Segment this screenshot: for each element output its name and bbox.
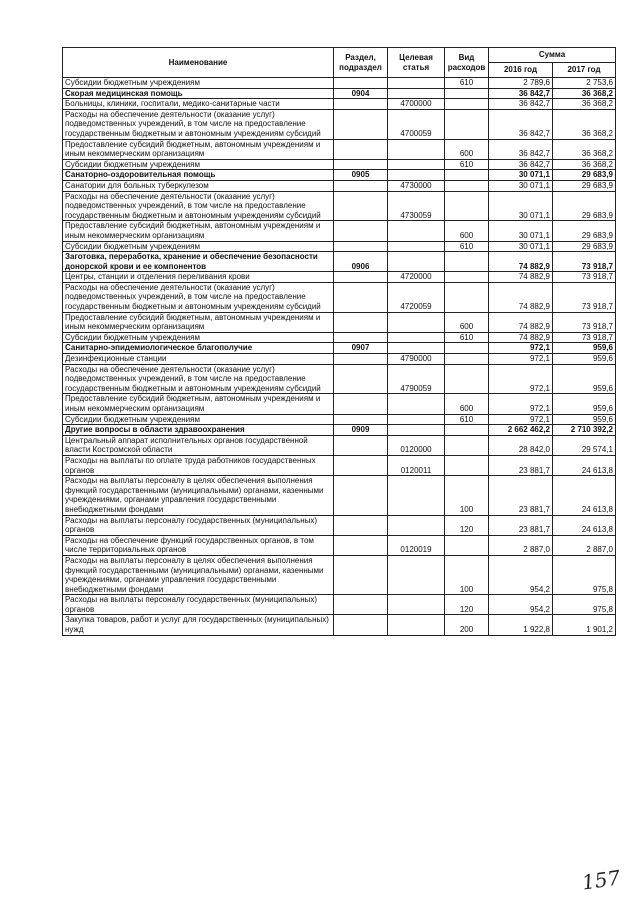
table-row [63, 99, 616, 110]
row-sum-2016: 28 842,0 [489, 435, 553, 455]
row-name: Санитарно-эпидемиологическое благополучие [63, 343, 334, 354]
table-row [63, 180, 616, 191]
row-article [388, 159, 445, 170]
row-section [334, 435, 388, 455]
row-type [445, 535, 489, 555]
row-type [445, 364, 489, 394]
table-row [63, 332, 616, 343]
row-section [334, 272, 388, 283]
row-article [388, 476, 445, 515]
row-sum-2017: 24 613,8 [553, 515, 616, 535]
row-section [334, 99, 388, 110]
row-section [334, 159, 388, 170]
row-article [388, 312, 445, 332]
row-name: Дезинфекционные станции [63, 354, 334, 365]
row-type: 600 [445, 312, 489, 332]
row-name: Другие вопросы в области здравоохранения [63, 425, 334, 436]
row-name: Центры, станции и отделения переливания крови [63, 272, 334, 283]
page-number: 157 [580, 865, 622, 895]
row-type: 610 [445, 241, 489, 252]
row-section [334, 78, 388, 89]
row-section: 0907 [334, 343, 388, 354]
row-sum-2017: 36 368,2 [553, 88, 616, 99]
row-type [445, 99, 489, 110]
row-section: 0909 [334, 425, 388, 436]
row-sum-2016: 30 071,1 [489, 241, 553, 252]
row-type [445, 180, 489, 191]
row-article: 4730059 [388, 191, 445, 221]
row-sum-2017: 959,6 [553, 394, 616, 414]
row-sum-2016: 2 887,0 [489, 535, 553, 555]
table-row [63, 221, 616, 241]
header-section: Раздел, подраздел [334, 48, 388, 78]
row-type: 600 [445, 394, 489, 414]
row-sum-2016: 23 881,7 [489, 476, 553, 515]
row-type: 100 [445, 555, 489, 594]
row-name: Предоставление субсидий бюджетным, автономным учреждениям и иным некоммерческим организациям [63, 139, 334, 159]
row-sum-2016: 36 842,7 [489, 88, 553, 99]
row-sum-2017: 29 683,9 [553, 241, 616, 252]
budget-table [62, 47, 616, 636]
row-name: Субсидии бюджетным учреждениям [63, 241, 334, 252]
row-section [334, 221, 388, 241]
row-article: 4700000 [388, 99, 445, 110]
row-section [334, 191, 388, 221]
row-section [334, 109, 388, 139]
table-row [63, 78, 616, 89]
row-type: 120 [445, 515, 489, 535]
row-sum-2017: 73 918,7 [553, 282, 616, 312]
row-sum-2016: 972,1 [489, 354, 553, 365]
row-article: 4790059 [388, 364, 445, 394]
row-article: 4700059 [388, 109, 445, 139]
row-article [388, 170, 445, 181]
row-article [388, 425, 445, 436]
row-article [388, 555, 445, 594]
row-sum-2017: 29 683,9 [553, 180, 616, 191]
row-sum-2016: 36 842,7 [489, 99, 553, 110]
row-section: 0906 [334, 252, 388, 272]
table-row [63, 282, 616, 312]
row-article: 4720000 [388, 272, 445, 283]
row-section [334, 515, 388, 535]
row-sum-2017: 36 368,2 [553, 139, 616, 159]
row-section [334, 394, 388, 414]
row-name: Субсидии бюджетным учреждениям [63, 414, 334, 425]
row-name: Расходы на обеспечение деятельности (оказание услуг) подведомственных учреждений, в том числе на предоставление государственным бюджетным и автономным учреждениям субсидий [63, 282, 334, 312]
row-article [388, 221, 445, 241]
row-name: Предоставление субсидий бюджетным, автономным учреждениям и иным некоммерческим организациям [63, 221, 334, 241]
row-section [334, 180, 388, 191]
row-type: 200 [445, 615, 489, 635]
row-sum-2016: 74 882,9 [489, 252, 553, 272]
row-sum-2017: 959,6 [553, 354, 616, 365]
row-type: 600 [445, 139, 489, 159]
table-row [63, 515, 616, 535]
row-sum-2017: 959,6 [553, 364, 616, 394]
table-row [63, 241, 616, 252]
row-sum-2017: 29 683,9 [553, 191, 616, 221]
row-sum-2016: 36 842,7 [489, 139, 553, 159]
table-row [63, 109, 616, 139]
row-article [388, 394, 445, 414]
row-name: Расходы на обеспечение деятельности (оказание услуг) подведомственных учреждений, в том числе на предоставление государственным бюджетным и автономным учреждениям субсидий [63, 364, 334, 394]
row-type [445, 343, 489, 354]
table-row [63, 170, 616, 181]
table-row [63, 394, 616, 414]
row-type: 610 [445, 78, 489, 89]
row-article: 4790000 [388, 354, 445, 365]
row-name: Предоставление субсидий бюджетным, автономным учреждениям и иным некоммерческим организациям [63, 312, 334, 332]
row-sum-2016: 36 842,7 [489, 159, 553, 170]
row-sum-2016: 954,2 [489, 595, 553, 615]
row-section [334, 312, 388, 332]
row-name: Субсидии бюджетным учреждениям [63, 78, 334, 89]
table-row [63, 343, 616, 354]
row-article [388, 515, 445, 535]
row-article [388, 88, 445, 99]
row-sum-2017: 73 918,7 [553, 332, 616, 343]
row-section [334, 615, 388, 635]
row-section [334, 455, 388, 475]
row-sum-2016: 1 922,8 [489, 615, 553, 635]
table-row [63, 555, 616, 594]
row-sum-2017: 2 887,0 [553, 535, 616, 555]
row-type [445, 455, 489, 475]
row-name: Расходы на выплаты персоналу государственных (муниципальных) органов [63, 515, 334, 535]
row-type [445, 109, 489, 139]
row-section [334, 282, 388, 312]
row-sum-2017: 36 368,2 [553, 109, 616, 139]
table-row [63, 476, 616, 515]
row-section [334, 414, 388, 425]
row-sum-2016: 74 882,9 [489, 312, 553, 332]
row-type: 120 [445, 595, 489, 615]
row-name: Предоставление субсидий бюджетным, автономным учреждениям и иным некоммерческим организациям [63, 394, 334, 414]
table-row [63, 139, 616, 159]
row-name: Санаторно-оздоровительная помощь [63, 170, 334, 181]
row-sum-2016: 954,2 [489, 555, 553, 594]
row-name: Больницы, клиники, госпитали, медико-санитарные части [63, 99, 334, 110]
row-type [445, 88, 489, 99]
row-article [388, 595, 445, 615]
row-section [334, 241, 388, 252]
row-name: Расходы на выплаты персоналу государственных (муниципальных) органов [63, 595, 334, 615]
row-sum-2016: 36 842,7 [489, 109, 553, 139]
row-name: Закупка товаров, работ и услуг для государственных (муниципальных) нужд [63, 615, 334, 635]
row-section [334, 476, 388, 515]
row-name: Скорая медицинская помощь [63, 88, 334, 99]
table-row [63, 252, 616, 272]
table-row [63, 191, 616, 221]
row-name: Расходы на выплаты персоналу в целях обеспечения выполнения функций государственными (муниципальными) органами, казенными учреждениями, органами управления государственными внебюджетными фондами [63, 555, 334, 594]
row-sum-2016: 972,1 [489, 364, 553, 394]
row-type: 100 [445, 476, 489, 515]
table-row [63, 425, 616, 436]
row-type [445, 272, 489, 283]
row-sum-2017: 975,8 [553, 595, 616, 615]
row-article [388, 78, 445, 89]
row-sum-2016: 74 882,9 [489, 332, 553, 343]
header-name: Наименование [63, 48, 334, 78]
table-row [63, 455, 616, 475]
row-type: 610 [445, 332, 489, 343]
row-article [388, 343, 445, 354]
row-sum-2017: 1 901,2 [553, 615, 616, 635]
row-sum-2017: 975,8 [553, 555, 616, 594]
row-name: Расходы на обеспечение деятельности (оказание услуг) подведомственных учреждений, в том числе на предоставление государственным бюджетным и автономным учреждениям субсидий [63, 191, 334, 221]
row-type: 610 [445, 414, 489, 425]
header-sum: Сумма [489, 48, 616, 63]
row-name: Расходы на выплаты персоналу в целях обеспечения выполнения функций государственными (муниципальными) органами, казенными учреждениями, органами управления государственными внебюджетными фондами [63, 476, 334, 515]
row-article [388, 241, 445, 252]
header-year-2017: 2017 год [553, 63, 616, 78]
row-type: 600 [445, 221, 489, 241]
row-sum-2016: 30 071,1 [489, 180, 553, 191]
row-article: 4720059 [388, 282, 445, 312]
table-row [63, 615, 616, 635]
row-sum-2016: 23 881,7 [489, 515, 553, 535]
row-section: 0905 [334, 170, 388, 181]
row-sum-2017: 959,6 [553, 343, 616, 354]
row-type [445, 425, 489, 436]
row-sum-2016: 972,1 [489, 414, 553, 425]
row-section [334, 139, 388, 159]
table-row [63, 272, 616, 283]
row-name: Расходы на обеспечение деятельности (оказание услуг) подведомственных учреждений, в том числе на предоставление государственным бюджетным и автономным учреждениям субсидий [63, 109, 334, 139]
row-section [334, 555, 388, 594]
row-sum-2017: 36 368,2 [553, 99, 616, 110]
row-article [388, 615, 445, 635]
table-row [63, 88, 616, 99]
row-article: 0120011 [388, 455, 445, 475]
row-name: Центральный аппарат исполнительных органов государственной власти Костромской области [63, 435, 334, 455]
row-section [334, 354, 388, 365]
row-name: Заготовка, переработка, хранение и обеспечение безопасности донорской крови и ее компонентов [63, 252, 334, 272]
row-sum-2017: 73 918,7 [553, 252, 616, 272]
table-row [63, 414, 616, 425]
row-section: 0904 [334, 88, 388, 99]
row-sum-2017: 2 753,6 [553, 78, 616, 89]
row-article [388, 252, 445, 272]
row-sum-2016: 74 882,9 [489, 272, 553, 283]
table-header [63, 48, 616, 78]
table-row [63, 354, 616, 365]
row-sum-2016: 23 881,7 [489, 455, 553, 475]
table-row [63, 595, 616, 615]
row-sum-2016: 30 071,1 [489, 221, 553, 241]
row-section [334, 595, 388, 615]
row-name: Расходы на выплаты по оплате труда работников государственных органов [63, 455, 334, 475]
row-article: 4730000 [388, 180, 445, 191]
row-sum-2016: 2 662 462,2 [489, 425, 553, 436]
row-sum-2017: 73 918,7 [553, 312, 616, 332]
row-section [334, 535, 388, 555]
row-article [388, 139, 445, 159]
table-row [63, 535, 616, 555]
header-type: Вид расходов [445, 48, 489, 78]
row-name: Расходы на обеспечение функций государственных органов, в том числе территориальных органов [63, 535, 334, 555]
table-row [63, 312, 616, 332]
row-sum-2016: 74 882,9 [489, 282, 553, 312]
row-sum-2017: 29 683,9 [553, 221, 616, 241]
row-sum-2017: 29 683,9 [553, 170, 616, 181]
row-section [334, 364, 388, 394]
table-row [63, 159, 616, 170]
row-article [388, 332, 445, 343]
row-type [445, 252, 489, 272]
row-section [334, 332, 388, 343]
row-sum-2016: 30 071,1 [489, 170, 553, 181]
row-sum-2017: 24 613,8 [553, 476, 616, 515]
row-name: Субсидии бюджетным учреждениям [63, 159, 334, 170]
row-article: 0120019 [388, 535, 445, 555]
row-name: Субсидии бюджетным учреждениям [63, 332, 334, 343]
row-sum-2017: 36 368,2 [553, 159, 616, 170]
table-body [63, 78, 616, 636]
row-sum-2016: 2 789,6 [489, 78, 553, 89]
row-type [445, 170, 489, 181]
row-article: 0120000 [388, 435, 445, 455]
row-type [445, 191, 489, 221]
header-year-2016: 2016 год [489, 63, 553, 78]
row-sum-2017: 2 710 392,2 [553, 425, 616, 436]
row-sum-2017: 24 613,8 [553, 455, 616, 475]
row-type [445, 354, 489, 365]
row-type [445, 435, 489, 455]
row-sum-2017: 959,6 [553, 414, 616, 425]
row-article [388, 414, 445, 425]
row-sum-2016: 972,1 [489, 343, 553, 354]
table-row [63, 435, 616, 455]
row-sum-2017: 29 574,1 [553, 435, 616, 455]
row-type [445, 282, 489, 312]
row-sum-2017: 73 918,7 [553, 272, 616, 283]
row-sum-2016: 30 071,1 [489, 191, 553, 221]
row-type: 610 [445, 159, 489, 170]
row-name: Санатории для больных туберкулезом [63, 180, 334, 191]
row-sum-2016: 972,1 [489, 394, 553, 414]
header-article: Целевая статья [388, 48, 445, 78]
table-row [63, 364, 616, 394]
